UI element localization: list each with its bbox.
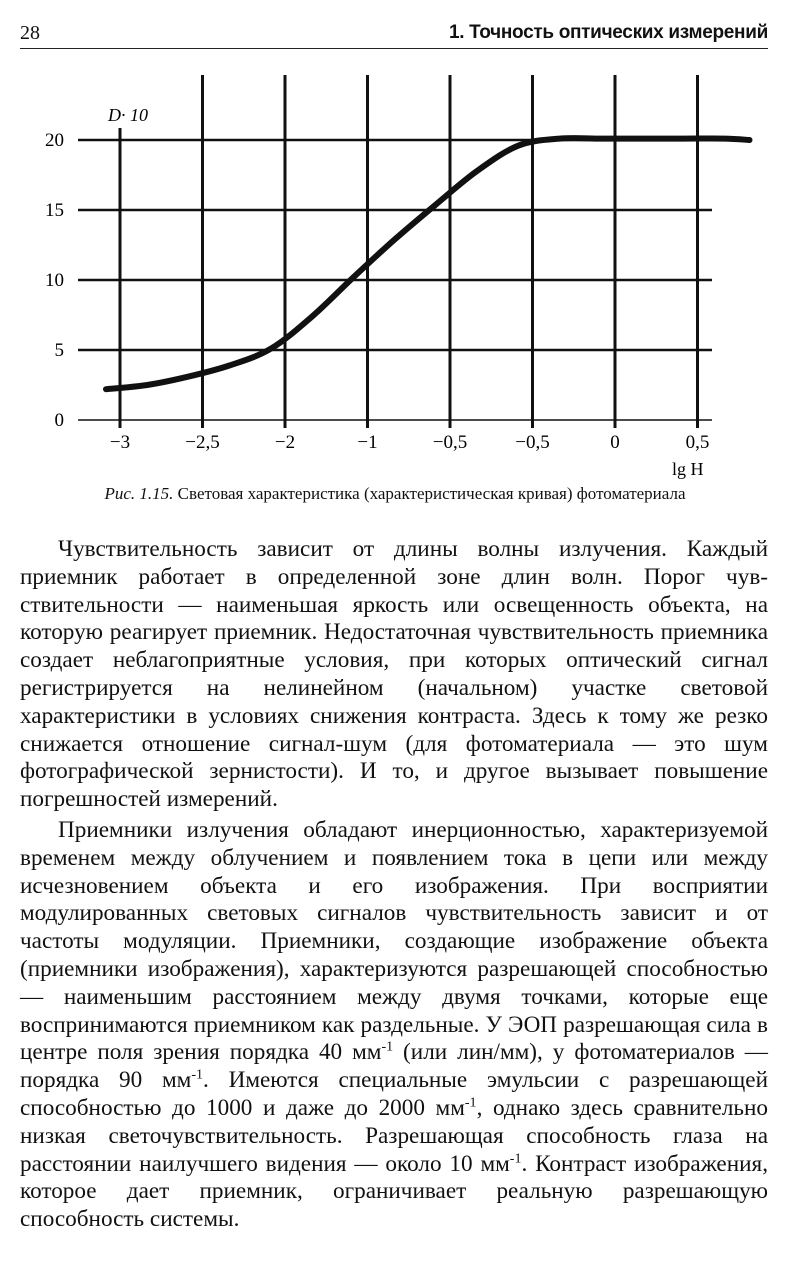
- figure-caption-text: Световая характеристика (характеристическая кривая) фотоматериала: [173, 484, 686, 503]
- x-tick-label: −2,5: [185, 432, 220, 453]
- paragraph-2-text: (или лин/мм), у фотоматериалов — порядка 90 мм: [20, 1039, 768, 1094]
- paragraph-2-text: . Контраст изображения, которое дает приемник, ограничивает реальную разрешающую способность системы.: [20, 1150, 768, 1233]
- y-tick-labels: [45, 130, 64, 431]
- figure-caption: [20, 484, 770, 504]
- paragraph-2-text: Приемники излучения обладают инерционностью, характеризуемой временем между облучением и появлением тока в цепи или между исчезновением объекта и его изображения. При восприятии модулированных световых сигналов чувствительность зависит и от частоты модуляции. Приемники, создающие изображение объекта (приемники изображения), характеризуются разрешающей способностью — наименьшим расстоянием между двумя точками, которые еще воспринимаются приемником как раздельные. У ЭОП разрешающая сила в центре поля зрения порядка 40 мм: [20, 816, 768, 1066]
- x-tick-label: −2: [274, 432, 296, 453]
- x-tick-label: −0,5: [515, 432, 550, 453]
- x-axis-label: lg H: [672, 459, 704, 479]
- y-tick-label: 15: [45, 200, 64, 221]
- page-number: 28: [20, 22, 40, 44]
- superscript: -1: [464, 1095, 477, 1111]
- superscript: -1: [191, 1067, 204, 1083]
- x-tick-label: −0,5: [432, 432, 468, 453]
- y-tick-label: 0: [54, 410, 64, 431]
- x-tick-labels: [110, 432, 709, 453]
- x-tick-label: 0: [610, 432, 620, 453]
- superscript: -1: [509, 1150, 522, 1166]
- paragraph-2-text: . Имеются специальные эмульсии с разрешающей способностью до 1000 и даже до 2000 мм: [20, 1067, 768, 1121]
- characteristic-curve-chart: [0, 60, 794, 480]
- y-tick-label: 5: [54, 340, 64, 361]
- body-text: [20, 536, 768, 1237]
- paragraph-2-text: , однако здесь сравнительно низкая светочувствительность. Разрешающая способность глаза на расстоянии наилучшего видения — около 10 мм: [20, 1094, 768, 1177]
- paragraph-1: Чувствительность зависит от длины волны излучения. Каждый приемник работает в определенной зоне длин волн. Порог чувствительности — наименьшая яркость или освещенность объекта, на которую реагирует приемник. Недостаточная чувствительность приемника создает неблагоприятные условия, при которых оптический сигнал регистрируется на нелинейном (начальном) участке световой характеристики в условиях снижения контраста. Здесь к тому же резко снижается отношение сигнал-шум (для фотоматериала — это шум фотографической зернистости). И то, и другое вызывает повышение погрешностей измерений.: [20, 536, 768, 813]
- x-tick-label: −3: [109, 432, 131, 453]
- figure-number: Рис. 1.15.: [104, 484, 174, 503]
- running-title: 1. Точность оптических измерений: [448, 22, 768, 43]
- y-axis-label: D· 10: [108, 105, 148, 125]
- paragraph-2: [20, 817, 768, 1234]
- superscript: -1: [381, 1039, 394, 1055]
- y-tick-label: 20: [45, 130, 64, 151]
- x-tick-label: 0,5: [685, 432, 710, 453]
- x-tick-label: −1: [357, 432, 378, 453]
- chart-grid: [78, 75, 712, 428]
- page-header: [20, 18, 768, 49]
- y-tick-label: 10: [45, 270, 64, 291]
